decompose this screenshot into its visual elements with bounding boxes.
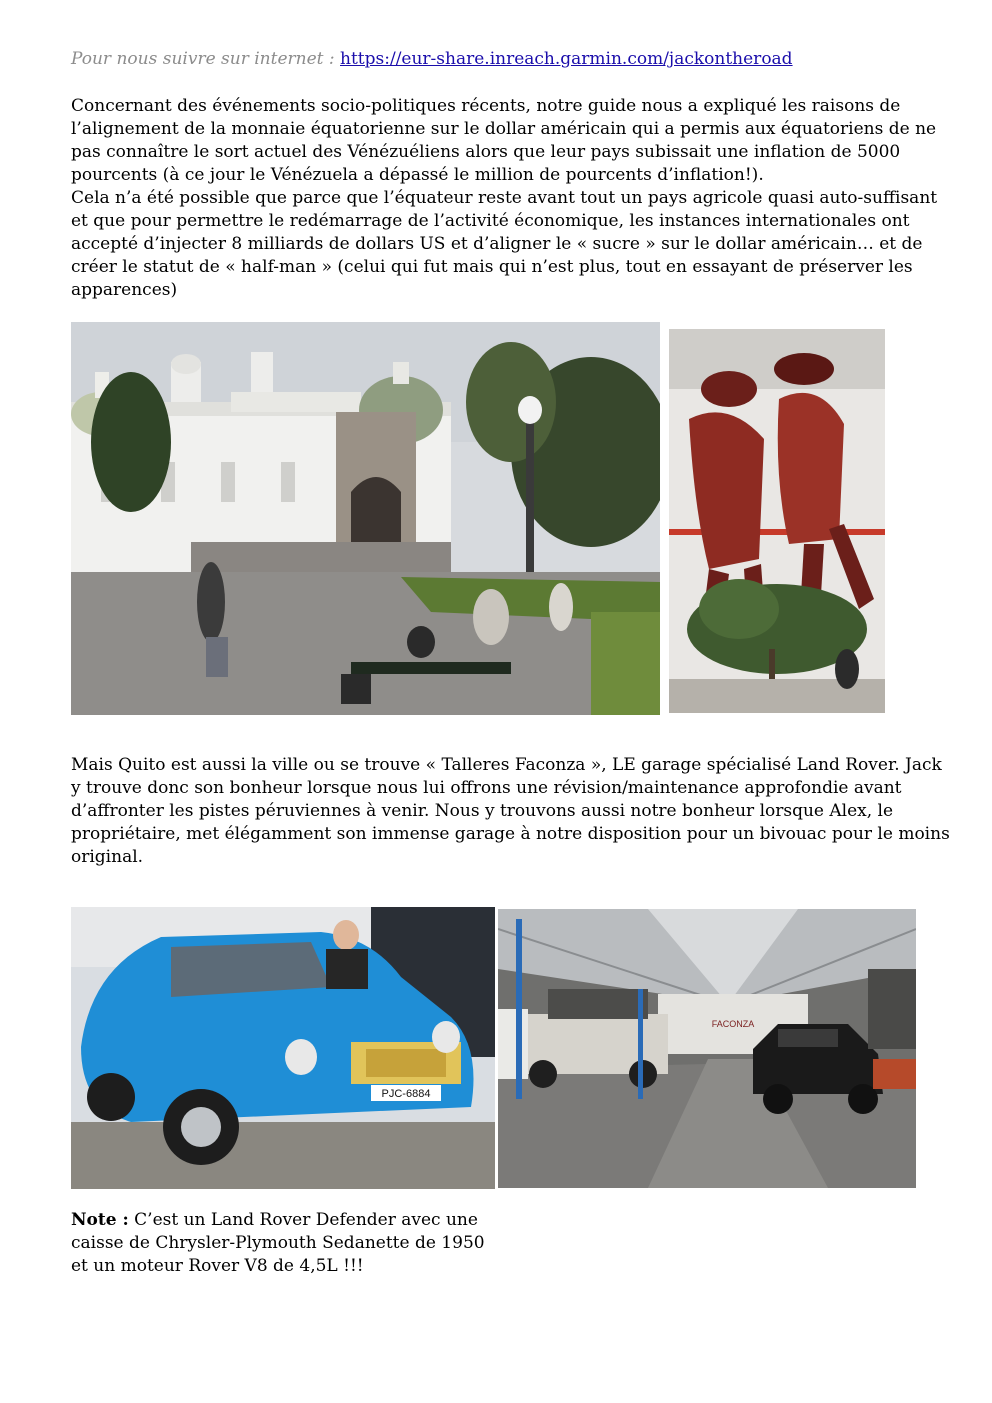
street-mural-photo [669,329,885,713]
note-text: C’est un Land Rover Defender avec une caisse de Chrysler-Plymouth Sedanette de 1950 et un moteur Rover V8 de 4,5L !!! [71,1210,485,1276]
license-plate-text: PJC-6884 [381,1088,431,1100]
garage-interior-photo [498,909,916,1188]
currency-text: Concernant des événements socio-politiques récents, notre guide nous a expliqué les raisons de l’alignement de la monnaie équatorienne sur le dollar américain qui a permis aux équatoriens de ne pas connaître le sort actuel des Vénézuéliens alors que leur pays subissait une inflation de 5000 pourcents (à ce jour le Vénézuela a dépassé le million de pourcents d’inflation!). [71,96,937,185]
garage-paragraph: Mais Quito est aussi la ville ou se trouve « Talleres Faconza », LE garage spécialisé Land Rover. Jack y trouve donc son bonheur lorsque nous lui offrons une révision/maintenance approfondie avant d’affronter les pistes péruviennes à venir. Nous y trouvons aussi notre bonheur lorsque Alex, le propriétaire, met élégamment son immense garage à notre disposition pour un bivouac pour le moins original. [71,755,950,867]
follow-lead-text: Pour nous suivre sur internet : [71,49,335,69]
blue-car-photo [71,907,495,1189]
garage-sign-text: FACONZA [711,1019,755,1029]
tracking-link[interactable]: https://eur-share.inreach.garmin.com/jackontheroad [340,49,793,69]
quito-plaza-photo [71,322,660,715]
follow-line [71,48,793,71]
note-label: Note : [71,1210,129,1230]
car-note [71,1209,501,1278]
economy-text: Cela n’a été possible que parce que l’équateur reste avant tout un pays agricole quasi auto-suffisant et que pour permettre le redémarrage de l’activité économique, les instances internationales ont accepté d’injecter 8 milliards de dollars US et d’aligner le « sucre » sur le dollar américain… et de créer le statut de « half-man » (celui qui fut mais qui n’est plus, tout en essayant de préserver les apparences) [71,188,938,300]
politics-paragraph [71,95,951,302]
